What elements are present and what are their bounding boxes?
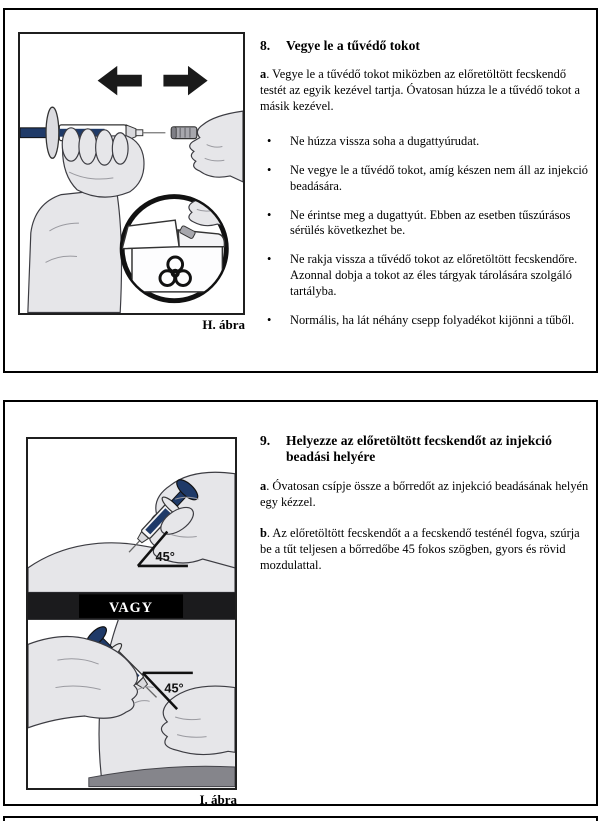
step-8-title: Vegye le a tűvédő tokot <box>286 38 420 53</box>
step-8-text <box>260 38 594 342</box>
step-8-heading <box>260 38 594 54</box>
needle-cap-graphic <box>171 127 197 139</box>
angle-45-label: 45° <box>164 680 184 696</box>
step-9b-paragraph <box>260 526 594 574</box>
arrow-right-icon <box>163 66 207 95</box>
left-arm-graphic <box>28 189 122 313</box>
or-label: VAGY <box>109 600 153 617</box>
bullet-icon: • <box>267 133 272 148</box>
remove-needle-cap-illustration <box>20 34 243 313</box>
bullet-text: Normális, ha lát néhány csepp folyadékot kijönni a tűből. <box>290 312 575 327</box>
step-9-heading <box>260 433 594 466</box>
step-8a-prefix: a <box>260 67 267 82</box>
angle-45-label: 45° <box>155 549 175 565</box>
figure-i <box>26 437 237 807</box>
injection-top-scene <box>28 472 235 592</box>
step-8-number: 8. <box>260 38 271 53</box>
or-band <box>28 592 235 619</box>
right-hand-graphic <box>190 111 243 182</box>
step-9-panel <box>3 400 598 806</box>
list-item <box>260 163 594 195</box>
step-8a-text: . Vegye le a tűvédő tokot miközben az előretöltött fecskendő testét az egyik kezével tartja. Óvatosan húzza le a tűvédő tokot a másik kezével. <box>260 67 580 114</box>
step-9-number: 9. <box>260 433 271 448</box>
bullet-icon: • <box>267 162 272 177</box>
figure-i-label: I. ábra <box>199 792 237 807</box>
step-8-warning-list <box>260 134 594 329</box>
figure-i-illustration <box>26 437 237 790</box>
step-9b-text: . Az előretöltött fecskendőt a a fecskendő testénél fogva, szúrja be a tűt teljesen a bőrredőbe 45 fokos szögben, gyors és rövid mozdulattal. <box>260 526 580 573</box>
figure-h-illustration <box>18 32 245 315</box>
bullet-icon: • <box>267 252 272 267</box>
bullet-text: Ne vegye le a tűvédő tokot, amíg készen nem áll az injekció beadására. <box>290 162 588 193</box>
bullet-text: Ne húzza vissza soha a dugattyúrudat. <box>290 133 480 148</box>
list-item <box>260 252 594 300</box>
list-item <box>260 208 594 240</box>
dropping-hand-graphic <box>189 198 229 227</box>
step-9a-prefix: a <box>260 478 267 493</box>
bullet-icon: • <box>267 312 272 327</box>
sharps-disposal-inset <box>122 197 229 301</box>
arrow-left-icon <box>98 66 142 95</box>
next-panel-edge <box>3 816 598 821</box>
left-hand-graphic <box>62 128 144 197</box>
bullet-text: Ne rakja vissza a tűvédő tokot az előretöltött fecskendőre. Azonnal dobja a tokot az éles tárgyak tárolására szolgáló tartályba. <box>290 252 578 299</box>
step-9-text <box>260 433 594 590</box>
list-item <box>260 313 594 329</box>
injection-bottom-scene <box>28 620 235 787</box>
step-9b-prefix: b <box>260 526 267 541</box>
figure-h <box>18 32 245 332</box>
injection-angle-illustration <box>28 439 235 788</box>
figure-h-label: H. ábra <box>202 317 245 332</box>
bullet-icon: • <box>267 207 272 222</box>
step-8a-paragraph <box>260 67 594 115</box>
step-9-title: Helyezze az előretöltött fecskendőt az injekció beadási helyére <box>286 433 552 465</box>
bullet-text: Ne érintse meg a dugattyút. Ebben az esetben tűszúrásos sérülés következhet be. <box>290 207 571 238</box>
step-9a-text: . Óvatosan csípje össze a bőrredőt az injekció beadásának helyén egy kézzel. <box>260 478 589 509</box>
step-9a-paragraph <box>260 479 594 511</box>
list-item <box>260 134 594 150</box>
step-8-panel <box>3 8 598 373</box>
